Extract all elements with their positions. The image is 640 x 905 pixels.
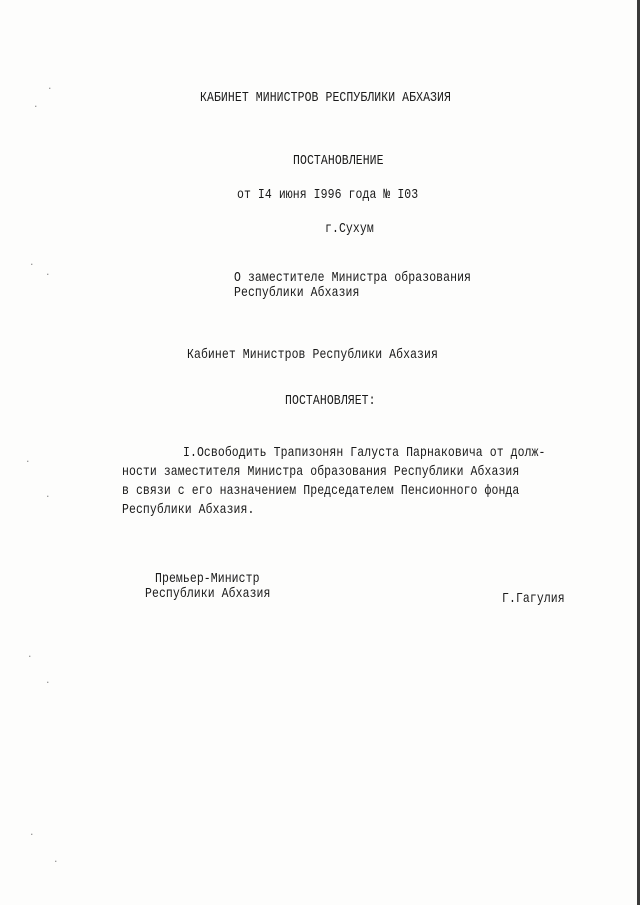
body-line-3: в связи с его назначением Председателем Пенсионного фонда: [122, 483, 520, 499]
document-type: ПОСТАНОВЛЕНИЕ: [293, 153, 384, 169]
margin-mark: ·: [34, 100, 38, 113]
body-line-2: ности заместителя Министра образования Республики Абхазия: [122, 464, 520, 480]
margin-mark: ·: [30, 828, 34, 841]
org-title: КАБИНЕТ МИНИСТРОВ РЕСПУБЛИКИ АБХАЗИЯ: [200, 90, 451, 106]
city: г.Сухум: [325, 221, 374, 237]
signatory-title-line-1: Премьер-Министр: [155, 571, 260, 587]
margin-mark: ·: [26, 455, 30, 468]
issuer: Кабинет Министров Республики Абхазия: [187, 347, 438, 363]
body-line-1: I.Освободить Трапизонян Галуста Парнаковича от долж-: [183, 445, 546, 461]
margin-mark: ·: [46, 268, 50, 281]
date-number: от I4 июня I996 года № I03: [237, 187, 419, 203]
margin-mark: ·: [54, 855, 58, 868]
body-line-4: Республики Абхазия.: [122, 502, 255, 518]
margin-mark: ·: [28, 650, 32, 663]
signatory-title-line-2: Республики Абхазия: [145, 586, 271, 602]
margin-mark: ·: [30, 258, 34, 271]
resolves-heading: ПОСТАНОВЛЯЕТ:: [285, 393, 376, 409]
subject-line-2: Республики Абхазия: [234, 285, 360, 301]
margin-mark: ·: [46, 676, 50, 689]
margin-mark: ·: [46, 490, 50, 503]
subject-line-1: О заместителе Министра образования: [234, 270, 472, 286]
signatory-name: Г.Гагулия: [502, 591, 565, 607]
margin-mark: ·: [48, 82, 52, 95]
